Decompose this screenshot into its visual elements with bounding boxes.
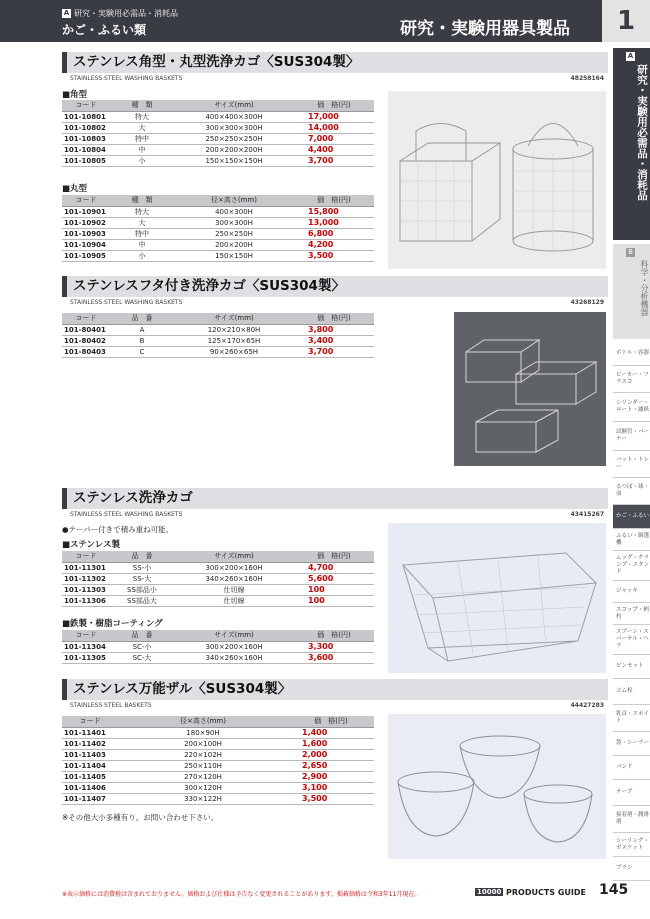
price: 3,100 — [288, 782, 374, 793]
column-header: コード — [62, 551, 110, 562]
price: 15,800 — [294, 206, 374, 217]
side-index-item[interactable]: 袋・シーラー — [613, 732, 650, 756]
page-number: 145 — [599, 882, 629, 898]
cell: SC-小 — [110, 641, 174, 652]
column-header: 品 番 — [110, 313, 174, 324]
column-header: 径×高さ(mm) — [118, 716, 288, 727]
cell: 中 — [110, 239, 174, 250]
table-row — [62, 228, 374, 239]
cell: 大 — [110, 122, 174, 133]
guide-badge: 10000 — [477, 888, 502, 896]
section-heading: ステンレス万能ザル〈SUS304製〉 — [62, 679, 608, 700]
price: 3,300 — [294, 641, 374, 652]
price: 2,000 — [288, 749, 374, 760]
cell: 400×300H — [174, 206, 294, 217]
subcategory-label: かご・ふるい類 — [62, 23, 147, 37]
table-row — [62, 250, 374, 261]
price: 3,500 — [294, 250, 374, 261]
taper-note: ●テーパー付きで積み重ね可能。 — [62, 525, 174, 534]
section-heading: ステンレスフタ付き洗浄カゴ〈SUS304製〉 — [62, 276, 608, 297]
table-row — [62, 155, 374, 166]
side-index-item[interactable]: かご・ふるい — [613, 505, 650, 529]
table-sus — [62, 551, 374, 607]
side-tab-analytical[interactable] — [613, 244, 650, 339]
cell: 340×260×160H — [174, 652, 294, 663]
table-row — [62, 771, 374, 782]
side-index-item[interactable]: ゴム栓 — [613, 679, 650, 705]
section-subtitle: STAINLESS STEEL WASHING BASKETS 43415267 — [70, 511, 604, 518]
price: 4,400 — [294, 144, 374, 155]
side-index-item[interactable]: 接着剤・潤滑剤 — [613, 806, 650, 833]
product-code: 101-10804 — [62, 144, 110, 155]
table-row — [62, 641, 374, 652]
product-photo-zaru — [388, 714, 606, 859]
price: 5,600 — [294, 573, 374, 584]
category-label: 研究・実験用必需品・消耗品 — [74, 9, 178, 18]
table-square — [62, 100, 374, 167]
column-header: コード — [62, 630, 110, 641]
column-header: サイズ(mm) — [174, 100, 294, 111]
table-row — [62, 573, 374, 584]
cell: 300×200×160H — [174, 641, 294, 652]
price: 17,000 — [294, 111, 374, 122]
column-header: 品 番 — [110, 551, 174, 562]
cell: 200×100H — [118, 738, 288, 749]
sub-label-square: ■角型 — [62, 90, 88, 100]
cell: 300×300×300H — [174, 122, 294, 133]
column-header: サイズ(mm) — [174, 313, 294, 324]
cell: 300×300H — [174, 217, 294, 228]
product-code: 101-11405 — [62, 771, 118, 782]
product-photo-washing-basket — [388, 523, 606, 673]
price: 6,800 — [294, 228, 374, 239]
section-title: 研究・実験用器具製品 — [400, 19, 570, 39]
table-row — [62, 217, 374, 228]
chapter-number: 1 — [602, 0, 650, 42]
section-subtitle: STAINLESS STEEL WASHING BASKETS 48258164 — [70, 75, 604, 82]
cell: 125×170×65H — [174, 335, 294, 346]
cell: 90×260×65H — [174, 346, 294, 357]
product-code: 101-11302 — [62, 573, 110, 584]
cell: 330×122H — [118, 793, 288, 804]
cell: 仕切線 — [174, 584, 294, 595]
inquiry-note: ※その他大小多種有り。お問い合わせ下さい。 — [62, 813, 219, 822]
cell: 400×400×300H — [174, 111, 294, 122]
column-header: サイズ(mm) — [174, 630, 294, 641]
cell: 120×210×80H — [174, 324, 294, 335]
side-index-item[interactable]: ピンセット — [613, 655, 650, 679]
product-code: 101-11404 — [62, 760, 118, 771]
side-index-item[interactable]: ボトル・容器 — [613, 342, 650, 366]
side-tab-lab-supplies[interactable] — [613, 48, 650, 240]
column-header: 価 格(円) — [294, 195, 374, 206]
table-row — [62, 727, 374, 738]
price: 4,200 — [294, 239, 374, 250]
product-number: 48258164 — [570, 75, 604, 82]
side-index-item[interactable]: シリンダー・ロート・濾紙 — [613, 393, 650, 422]
cell: A — [110, 324, 174, 335]
column-header: 価 格(円) — [294, 313, 374, 324]
cell: 250×250×250H — [174, 133, 294, 144]
cell: 特大 — [110, 206, 174, 217]
side-index-item[interactable]: テープ — [613, 780, 650, 806]
price: 3,600 — [294, 652, 374, 663]
cell: 150×150×150H — [174, 155, 294, 166]
price: 2,650 — [288, 760, 374, 771]
table-lid — [62, 313, 374, 358]
product-number: 44427283 — [570, 702, 604, 709]
column-header: 価 格(円) — [294, 551, 374, 562]
side-index-item[interactable]: バット・トレー — [613, 451, 650, 478]
cell: 200×200H — [174, 239, 294, 250]
column-header: コード — [62, 313, 110, 324]
table-row — [62, 346, 374, 357]
table-row — [62, 144, 374, 155]
section-subtitle: STAINLESS STEEL BASKETS 44427283 — [70, 702, 604, 709]
guide-label: PRODUCTS GUIDE — [506, 888, 586, 897]
price: 2,900 — [288, 771, 374, 782]
product-code: 101-10805 — [62, 155, 110, 166]
cell: 340×260×160H — [174, 573, 294, 584]
column-header: 価 格(円) — [294, 630, 374, 641]
cell: 300×200×160H — [174, 562, 294, 573]
product-code: 101-11304 — [62, 641, 110, 652]
tab-label: 研究・実験用必需品・消耗品 — [636, 64, 648, 201]
table-row — [62, 782, 374, 793]
table-row — [62, 652, 374, 663]
product-code: 101-10803 — [62, 133, 110, 144]
sub-label-round: ■丸型 — [62, 184, 88, 194]
column-header: コード — [62, 100, 110, 111]
price: 3,700 — [294, 155, 374, 166]
table-row — [62, 335, 374, 346]
product-number: 43268129 — [570, 299, 604, 306]
cell: B — [110, 335, 174, 346]
table-round — [62, 195, 374, 262]
cell: 中 — [110, 144, 174, 155]
table-row — [62, 584, 374, 595]
side-index-item[interactable]: スコップ・柄杓 — [613, 603, 650, 625]
product-code: 101-10905 — [62, 250, 110, 261]
cell: 300×120H — [118, 782, 288, 793]
side-index-item[interactable]: ふるい・網選機 — [613, 529, 650, 551]
cell: 大 — [110, 217, 174, 228]
product-code: 101-10903 — [62, 228, 110, 239]
cell: 250×250H — [174, 228, 294, 239]
table-row — [62, 111, 374, 122]
column-header: 径×高さ(mm) — [174, 195, 294, 206]
cell: SS-小 — [110, 562, 174, 573]
product-code: 101-10801 — [62, 111, 110, 122]
cell: 270×120H — [118, 771, 288, 782]
table-row — [62, 239, 374, 250]
side-index-item[interactable]: 試験管・バーナー — [613, 422, 650, 451]
section-washing-basket — [62, 488, 608, 520]
product-number: 43415267 — [570, 511, 604, 518]
table-row — [62, 122, 374, 133]
table-row — [62, 760, 374, 771]
cell: SC-大 — [110, 652, 174, 663]
table-zaru — [62, 716, 374, 805]
column-header: 種 類 — [110, 195, 174, 206]
tab-b-icon: B — [626, 248, 635, 257]
product-code: 101-11305 — [62, 652, 110, 663]
column-header: 価 格(円) — [288, 716, 374, 727]
column-header: サイズ(mm) — [174, 551, 294, 562]
table-row — [62, 749, 374, 760]
product-code: 101-11303 — [62, 584, 110, 595]
side-index-item[interactable]: ブラシ — [613, 857, 650, 881]
footer-note: ※表示価格には消費税は含まれておりません。価格および仕様は予告なく変更されることがあります。掲載価格は令和3年11月現在。 — [62, 891, 421, 898]
product-code: 101-11406 — [62, 782, 118, 793]
page-header — [0, 0, 650, 42]
cell: 150×150H — [174, 250, 294, 261]
price: 4,700 — [294, 562, 374, 573]
product-code: 101-11403 — [62, 749, 118, 760]
cell: SS-大 — [110, 573, 174, 584]
side-index-item[interactable]: ジャッキ — [613, 581, 650, 603]
cell: SS部品小 — [110, 584, 174, 595]
cell: 200×200×200H — [174, 144, 294, 155]
side-index-item[interactable]: シーリング・ガスケット — [613, 833, 650, 857]
side-index-item[interactable]: 乳首・スポイト — [613, 705, 650, 732]
price: 3,400 — [294, 335, 374, 346]
side-index-item[interactable]: ビーカー・フラスコ — [613, 366, 650, 393]
column-header: コード — [62, 716, 118, 727]
cell: 特中 — [110, 228, 174, 239]
product-code: 101-10802 — [62, 122, 110, 133]
sub-label-resin: ■鉄製・樹脂コーティング — [62, 619, 163, 629]
cell: 特中 — [110, 133, 174, 144]
cell: 特大 — [110, 111, 174, 122]
section-heading: ステンレス角型・丸型洗浄カゴ〈SUS304製〉 — [62, 52, 608, 73]
price: 3,500 — [288, 793, 374, 804]
category-icon: A — [63, 9, 70, 17]
price: 13,000 — [294, 217, 374, 228]
column-header: 価 格(円) — [294, 100, 374, 111]
table-row — [62, 324, 374, 335]
product-photo-square-round-baskets — [388, 91, 606, 269]
product-code: 101-11301 — [62, 562, 110, 573]
price: 1,600 — [288, 738, 374, 749]
tab-a-icon: A — [627, 52, 634, 60]
cell: 180×90H — [118, 727, 288, 738]
tab-label: 科学・分析機器 — [640, 260, 649, 316]
section-lid-basket — [62, 276, 608, 308]
section-square-round — [62, 52, 608, 84]
product-code: 101-11407 — [62, 793, 118, 804]
price: 100 — [294, 595, 374, 606]
cell: 小 — [110, 250, 174, 261]
price: 3,800 — [294, 324, 374, 335]
price: 1,400 — [288, 727, 374, 738]
product-code: 101-80403 — [62, 346, 110, 357]
column-header: コード — [62, 195, 110, 206]
price: 7,000 — [294, 133, 374, 144]
table-resin — [62, 630, 374, 664]
product-code: 101-10901 — [62, 206, 110, 217]
cell: C — [110, 346, 174, 357]
section-zaru — [62, 679, 608, 711]
price: 100 — [294, 584, 374, 595]
product-code: 101-10904 — [62, 239, 110, 250]
cell: 小 — [110, 155, 174, 166]
section-heading: ステンレス洗浄カゴ — [62, 488, 608, 509]
table-row — [62, 562, 374, 573]
table-row — [62, 738, 374, 749]
table-row — [62, 595, 374, 606]
cell: SS部品大 — [110, 595, 174, 606]
side-index-item[interactable]: ムッグ・クランプ・スタンド — [613, 551, 650, 581]
product-code: 101-80402 — [62, 335, 110, 346]
side-index-item[interactable]: スプーン・スパーテル・ヘラ — [613, 625, 650, 655]
table-row — [62, 206, 374, 217]
column-header: 品 番 — [110, 630, 174, 641]
table-row — [62, 133, 374, 144]
product-code: 101-10902 — [62, 217, 110, 228]
product-code: 101-11306 — [62, 595, 110, 606]
section-subtitle: STAINLESS STEEL WASHING BASKETS 43268129 — [70, 299, 604, 306]
product-code: 101-11402 — [62, 738, 118, 749]
column-header: 種 類 — [110, 100, 174, 111]
side-index-item[interactable]: るつぼ・球・皿 — [613, 478, 650, 505]
price: 14,000 — [294, 122, 374, 133]
sub-label-sus: ■ステンレス製 — [62, 540, 120, 550]
cell: 250×110H — [118, 760, 288, 771]
side-index-item[interactable]: バンド — [613, 756, 650, 780]
cell: 220×102H — [118, 749, 288, 760]
product-code: 101-11401 — [62, 727, 118, 738]
price: 3,700 — [294, 346, 374, 357]
table-row — [62, 793, 374, 804]
product-code: 101-80401 — [62, 324, 110, 335]
product-photo-lid-baskets — [454, 312, 606, 466]
cell: 仕切線 — [174, 595, 294, 606]
